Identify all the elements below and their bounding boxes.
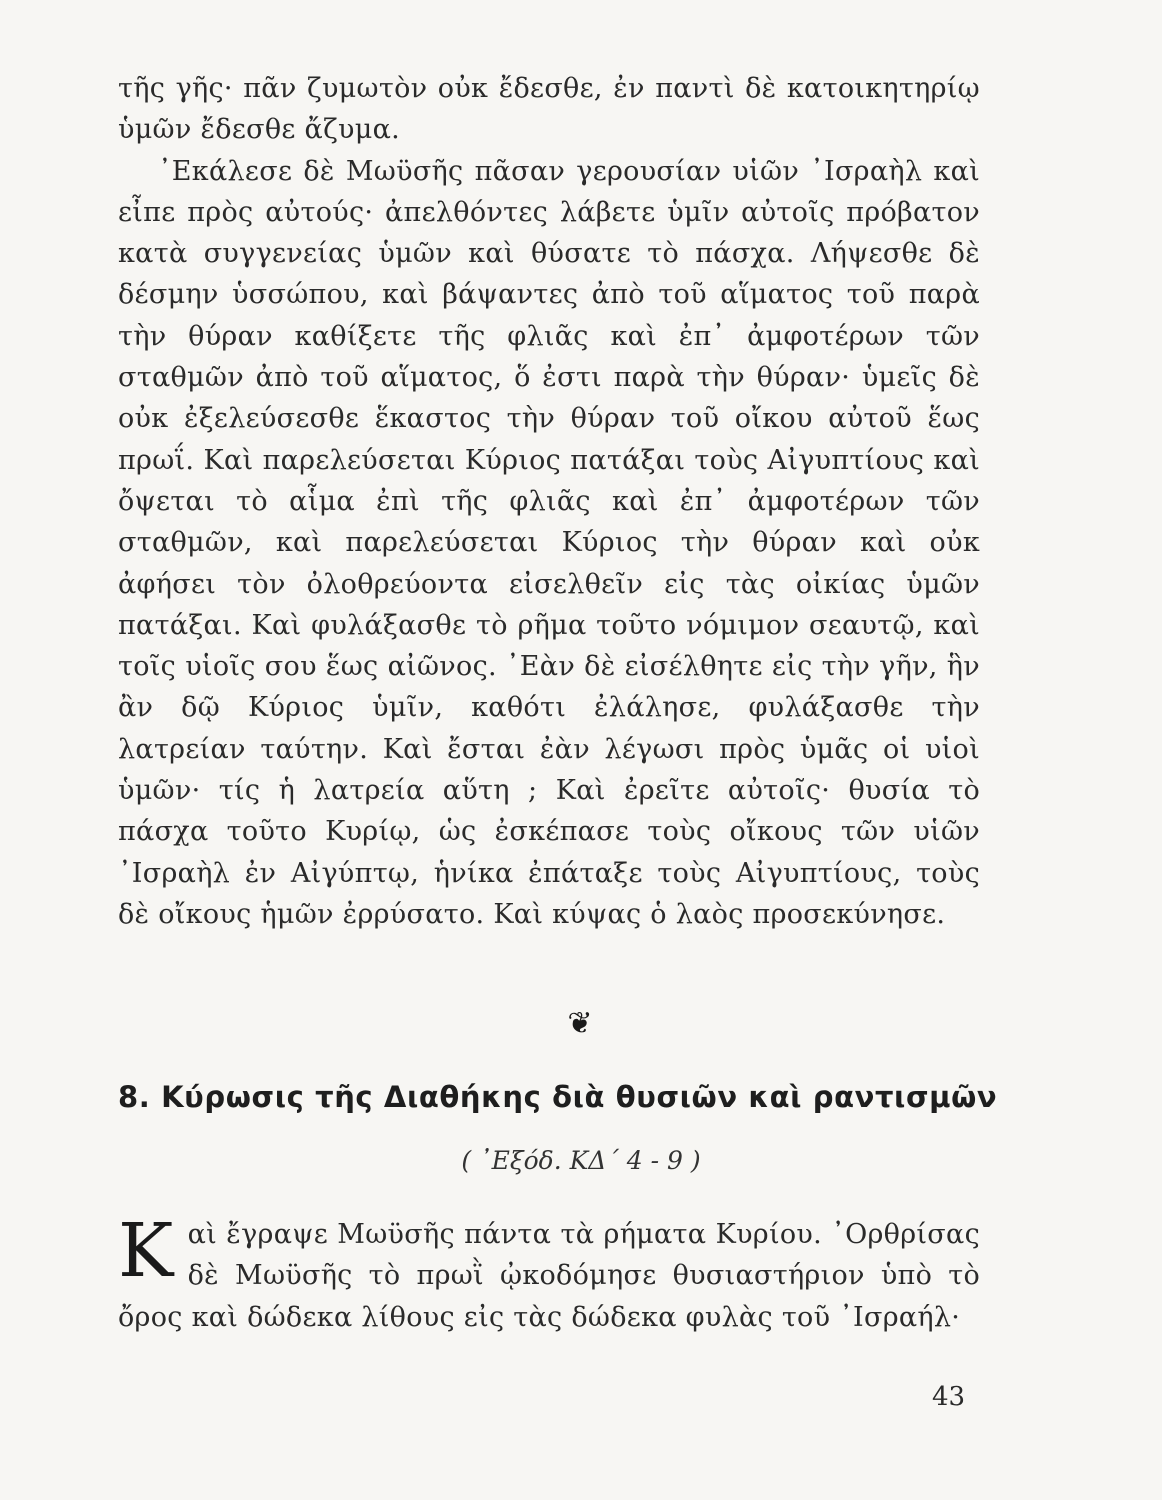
paragraph-main: ᾿Εκάλεσε δὲ Μωϋσῆς πᾶσαν γερουσίαν υἱῶν ᾿Ισραὴλ καὶ εἶπε πρὸς αὐτούς· ἀπελθόντες λάβετε ὑμῖν αὐτοῖς πρόβατον κατὰ συγγενείας ὑμῶν καὶ θύσατε τὸ πάσχα. Λήψεσθε δὲ δέσμην ὑσσώπου, καὶ βάψαντες ἀπὸ τοῦ αἵματος τοῦ παρὰ τὴν θύραν καθίξετε τῆς φλιᾶς καὶ ἐπ᾿ ἀμφοτέρων τῶν σταθμῶν ἀπὸ τοῦ αἵματος, ὅ ἐστι παρὰ τὴν θύραν· ὑμεῖς δὲ οὐκ ἐξελεύσεσθε ἕκαστος τὴν θύραν τοῦ οἴκου αὐτοῦ ἕως πρωΐ. Καὶ παρελεύσεται Κύριος πατάξαι τοὺς Αἰγυπτίους καὶ ὄψεται τὸ αἷμα ἐπὶ τῆς φλιᾶς καὶ ἐπ᾿ ἀμφοτέρων τῶν σταθμῶν, καὶ παρελεύσεται Κύριος τὴν θύραν καὶ οὐκ ἀφήσει τὸν ὀλοθρεύοντα εἰσελθεῖν εἰς τὰς οἰκίας ὑμῶν πατάξαι. Καὶ φυλάξασθε τὸ ρῆμα τοῦτο νόμιμον σεαυτῷ, καὶ τοῖς υἱοῖς σου ἕως αἰῶνος. ᾿Εὰν δὲ εἰσέλθητε εἰς τὴν γῆν, ἣν ἂν δῷ Κύριος ὑμῖν, καθότι ἐλάλησε, φυλάξασθε τὴν λατρείαν ταύτην. Καὶ ἔσται ἐὰν λέγωσι πρὸς ὑμᾶς οἱ υἱοὶ ὑμῶν· τίς ἡ λατρεία αὕτη ; Καὶ ἐρεῖτε αὐτοῖς· θυσία τὸ πάσχα τοῦτο Κυρίῳ, ὡς ἐσκέπασε τοὺς οἴκους τῶν υἱῶν ᾿Ισραὴλ ἐν Αἰγύπτῳ, ἡνίκα ἐπάταξε τοὺς Αἰγυπτίους, τοὺς δὲ οἴκους ἡμῶν ἐρρύσατο. Καὶ κύψας ὁ λαὸς προσεκύνησε. bbox=[118, 155, 980, 930]
scripture-reference: ( ᾿Εξόδ. ΚΔ΄ 4 - 9 ) bbox=[461, 1146, 701, 1175]
body-text bbox=[118, 68, 980, 935]
section-heading: 8. Κύρωσις τῆς Διαθήκης διὰ θυσιῶν καὶ ραντισμῶν bbox=[118, 1080, 998, 1114]
drop-cap: Κ bbox=[118, 1208, 174, 1294]
section-body-text: αὶ ἔγραψε Μωϋσῆς πάντα τὰ ρήματα Κυρίου. ᾿Ορθρίσας δὲ Μωϋσῆς τὸ πρωῒ ᾠκοδόμησε θυσιαστήριον ὑπὸ τὸ ὄρος καὶ δώδεκα λίθους εἰς τὰς δώδεκα φυλὰς τοῦ ᾿Ισραήλ· bbox=[118, 1219, 980, 1333]
paragraph-continuation: τῆς γῆς· πᾶν ζυμωτὸν οὐκ ἔδεσθε, ἐν παντὶ δὲ κατοικητηρίῳ ὑμῶν ἔδεσθε ἄζυμα. bbox=[118, 73, 980, 146]
fleuron-ornament-icon: ❦ bbox=[567, 1006, 593, 1041]
section-body bbox=[118, 1208, 980, 1338]
page-number: 43 bbox=[932, 1382, 966, 1412]
